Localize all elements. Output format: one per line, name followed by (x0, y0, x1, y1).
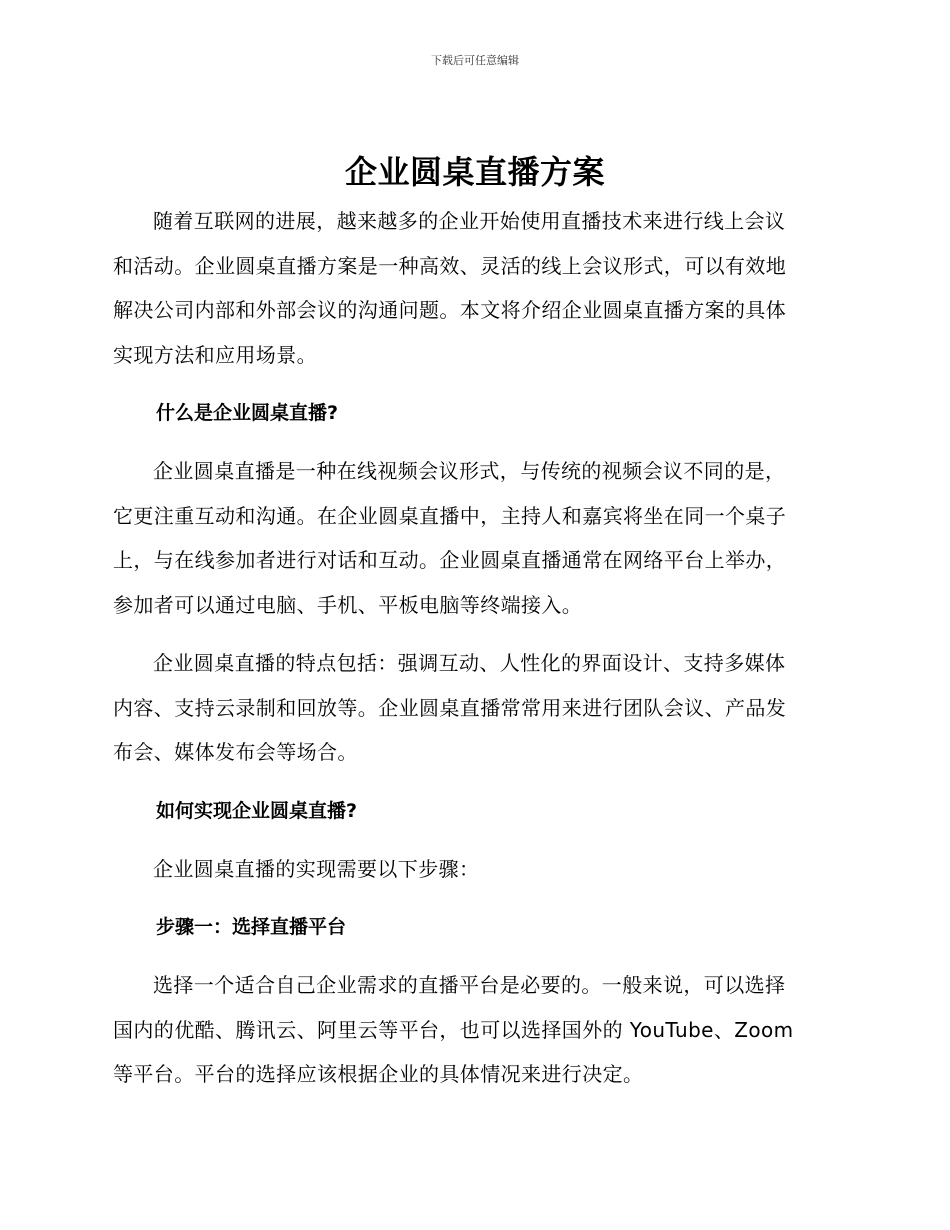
step-one-paragraph: 选择一个适合自己企业需求的直播平台是必要的。一般来说，可以选择 国内的优酷、腾讯云、阿里云等平台，也可以选择国外的 YouTube、Zoom 等平台。平台的选择应该根据企业的具体情况来进行决定。 (113, 973, 794, 1086)
steps-intro-paragraph: 企业圆桌直播的实现需要以下步骤： (153, 856, 480, 881)
document-title: 企业圆桌直播方案 (344, 153, 605, 191)
document-body (113, 199, 837, 1111)
definition-paragraph: 企业圆桌直播是一种在线视频会议形式，与传统的视频会议不同的是， 它更注重互动和沟通。在企业圆桌直播中，主持人和嘉宾将坐在同一个桌子 上，与在线参加者进行对话和互动。企业圆桌直播通常在网络平台上举办， 参加者可以通过电脑、手机、平板电脑等终端接入。 (113, 459, 787, 617)
features-paragraph: 企业圆桌直播的特点包括：强调互动、人性化的界面设计、支持多媒体 内容、支持云录制和回放等。企业圆桌直播常常用来进行团队会议、产品发 布会、媒体发布会等场合。 (113, 651, 787, 764)
page-header: 下载后可任意编辑 (431, 54, 519, 67)
intro-paragraph: 随着互联网的进展，越来越多的企业开始使用直播技术来进行线上会议 和活动。企业圆桌直播方案是一种高效、灵活的线上会议形式，可以有效地 解决公司内部和外部会议的沟通问题。本文将介绍企业圆桌直播方案的具体 实现方法和应用场景。 (113, 209, 787, 367)
section-heading-what-is: 什么是企业圆桌直播? (156, 402, 339, 424)
step-one-heading: 步骤一：选择直播平台 (156, 916, 347, 938)
section-heading-how-to: 如何实现企业圆桌直播? (156, 799, 358, 822)
